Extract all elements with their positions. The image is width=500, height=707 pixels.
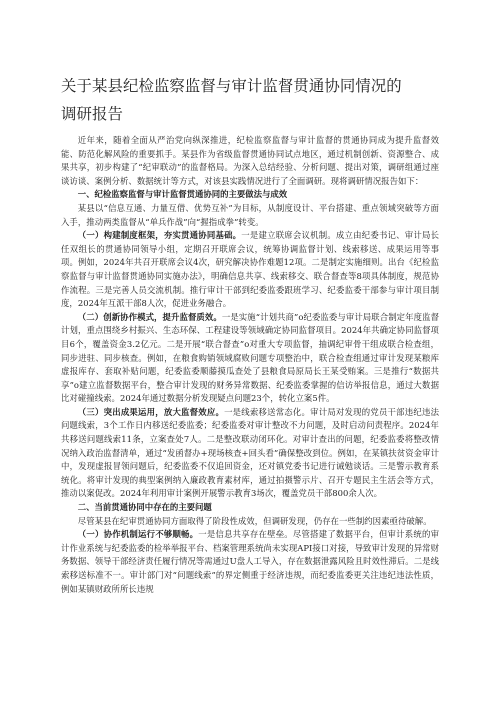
section-1-heading: 一、纪检监察监督与审计监督贯通协同的主要做法与成效 [77, 189, 288, 200]
section-2-item-1 [61, 528, 439, 596]
section-2-intro: 尽管某县在纪审贯通协同方面取得了阶段性成效，但调研发现，仍存在一些制约因素亟待破解。 [77, 515, 432, 526]
section-1-item-3 [61, 406, 439, 501]
section-2-heading: 二、当前贯通协同中存在的主要问题 [77, 502, 212, 513]
section-1-item-2-body: 一是实施“计划共商”o纪委监委与审计局联合制定年度监督计划，重点围绕乡村振兴、生态环保、工程建设等领域确定协同监督项目。2024年共确定协同监督项目6个，覆盖资金3.2亿元。二是开展“联合督查”o对重大专项监督，抽调纪审骨干组成联合检查组，同步进驻、同步核查。例如，在粮食购销领域腐败问题专项整治中，联合检查组通过审计发现某粮库虚报库存、套取补贴问题，纪委监委顺藤摸瓜查处了县粮食局原局长王某受贿案。三是推行“数据共享”o建立监督数据平台，整合审计发现的财务异常数据、纪委监委掌握的信访举报信息，通过大数据比对碰撞线索。2024年通过数据分析发现疑点问题23个，转化立案5件。 [61, 311, 439, 404]
section-1-item-2 [61, 311, 439, 406]
report-title-line-2: 调研报告 [61, 105, 123, 123]
section-1-item-3-body: 一是线索移送常态化。审计局对发现的党员干部违纪违法问题线索，3个工作日内移送纪委监委；纪委监委对审计整改不力问题，及时启动问责程序。2024年共移送问题线索11条，立案查处7人。二是整改联动闭环化。对审计查出的问题，纪委监委将整改情况纳入政治监督清单，通过“发函督办+现场核查+回头看”确保整改到位。例如，在某镇扶贫资金审计中，发现虚报冒领问题后，纪委监委不仅追回资金，还对镇党委书记进行诫勉谈话。三是警示教育系统化。将审计发现的典型案例纳入廉政教育素材库，通过拍摄警示片、召开专题民主生活会等方式，推动以案促改。2024年利用审计案例开展警示教育3场次，覆盖党员干部800余人次。 [61, 406, 439, 499]
section-1-item-1 [61, 229, 439, 311]
section-1-item-3-heading: （三）突出成果运用，放大监督效应。 [77, 406, 225, 417]
section-1-item-1-body: 一是建立联席会议机制。成立由纪委书记、审计局长任双组长的贯通协同领导小组，定期召开联席会议，统筹协调监督计划、线索移送、成果运用等事项。例如，2024年共召开联席会议4次，研究解决协作难题12项。二是制定实施细则。出台《纪检监察监督与审计监督贯通协同实施办法》，明确信息共享、线索移交、联合督查等8项具体制度，规范协作流程。三是完善人员交流机制。推行审计干部到纪委监委跟班学习、纪委监委干部参与审计项目制度，2024年互派干部8人次，促进业务融合。 [61, 230, 439, 309]
section-1-item-1-heading: （一）构建制度框架，夯实贯通协同基础。 [77, 230, 242, 241]
section-1-item-2-heading: （二）创新协作模式，提升监督质效。 [77, 311, 222, 322]
section-1-intro: 某县以“信息互通、力量互借、优势互补”为目标，从制度设计、平台搭建、重点领域突破等方面入手，推动两类监督从“单兵作战”向“握指成拳”转变。 [61, 202, 439, 227]
section-2-item-1-body: 一是信息共享存在壁垒。尽管搭建了数据平台，但审计系统的审计作业系统与纪委监委的检举举报平台、档案管理系统尚未实现API接口对接，导致审计发现的异常财务数据、领导干部经济责任履行情况等需通过U盘人工导入，存在数据泄露风险且时效性滞后。二是线索移送标准不一。审计部门对“问题线索”的界定侧重于经济违规，而纪委监委更关注违纪违法性质，例如某镇财政所所长违规 [61, 529, 439, 594]
report-title [61, 72, 439, 128]
report-title-line-1: 关于某县纪检监察监督与审计监督贯通协同情况的 [61, 77, 402, 95]
section-2-item-1-heading: （一）协作机制运行不够顺畅。 [77, 529, 199, 540]
intro-paragraph: 近年来，随着全面从严治党向纵深推进，纪检监察监督与审计监督的贯通协同成为提升监督效能、防范化解风险的重要抓手。某县作为省级监督贯通协同试点地区，通过机制创新、资源整合、成果共享，初步构建了“纪审联动”的监督格局。为深入总结经验、分析问题、提出对策，调研组通过座谈访谈、案例分析、数据统计等方式，对该县实践情况进行了全面调研。现将调研情况报告如下： [61, 135, 439, 186]
